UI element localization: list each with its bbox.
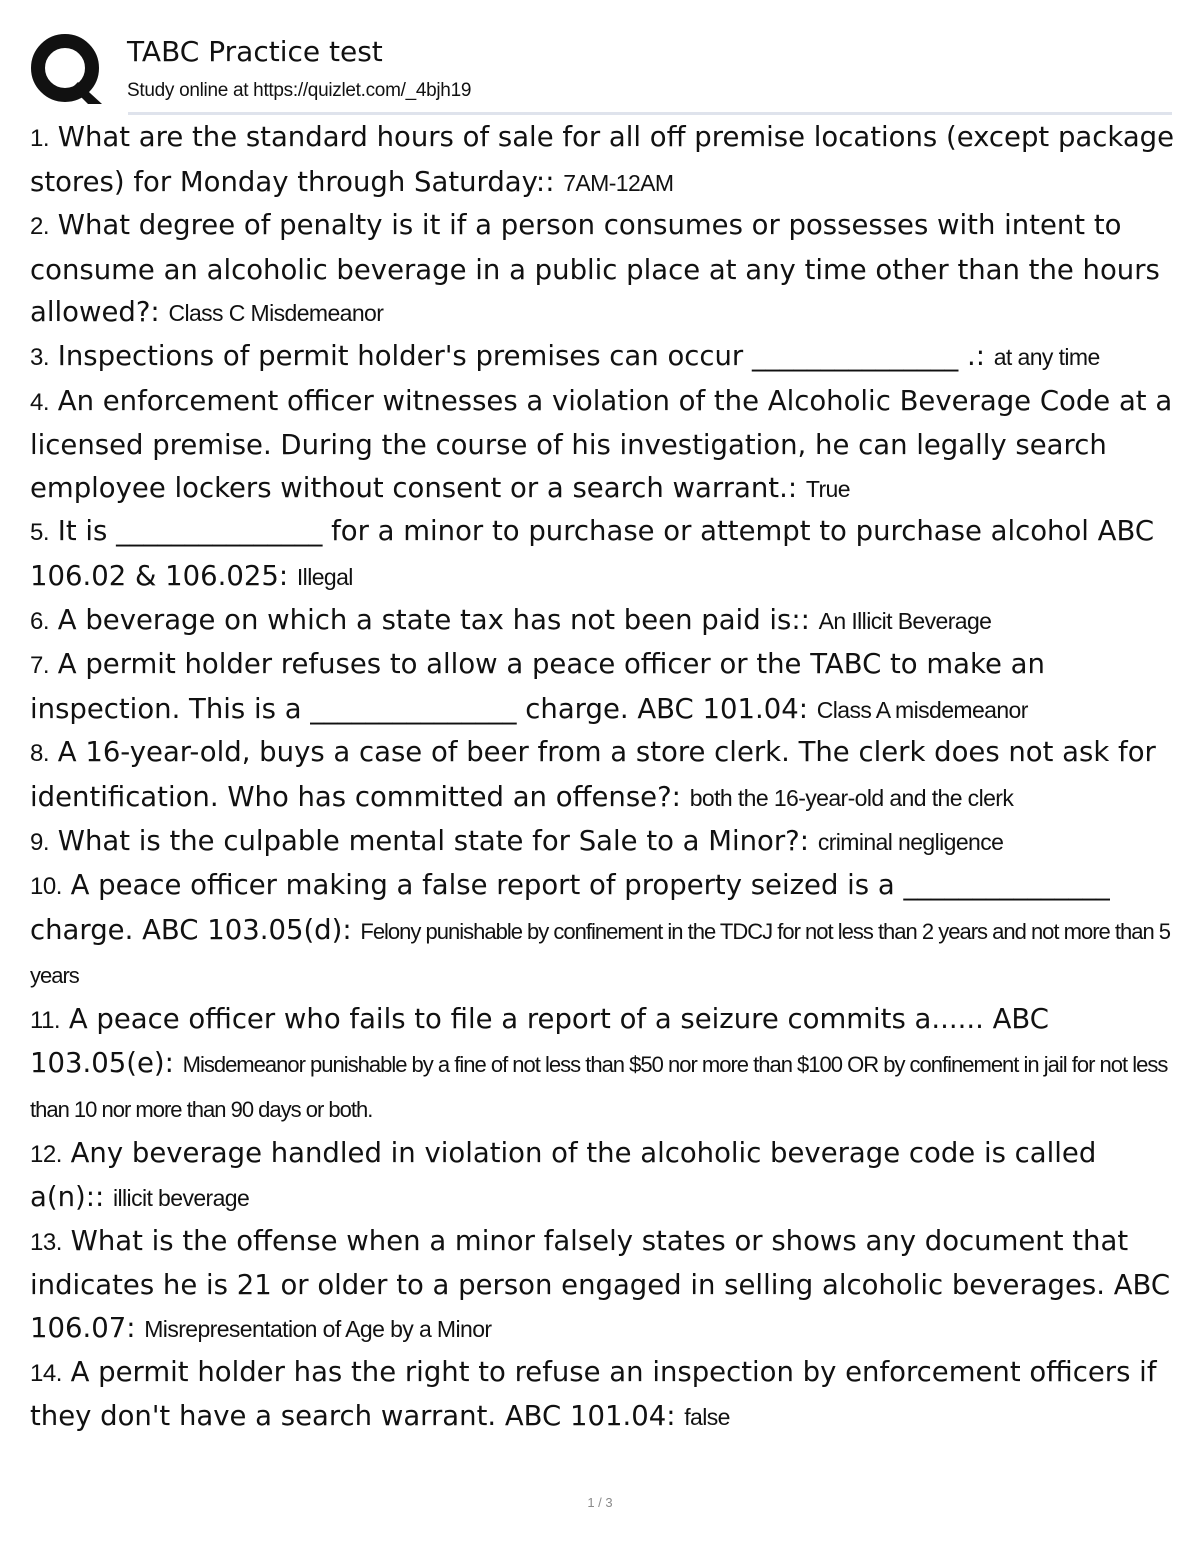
question-text: A beverage on which a state tax has not been paid is:: <box>57 603 810 636</box>
question-text: It is _______________ for a minor to purchase or attempt to purchase alcohol ABC 106.02 & 106.025: <box>30 515 1155 592</box>
quizlet-q-icon <box>30 32 106 108</box>
answer-text: both the 16-year-old and the clerk <box>689 784 1014 811</box>
question-item <box>30 204 1175 335</box>
question-item <box>30 643 1175 731</box>
question-text: What is the offense when a minor falsely states or shows any document that indicates he is 21 or older to a person engaged in selling alcoholic beverages. ABC 106.07: <box>30 1224 1171 1345</box>
question-item <box>30 1132 1175 1220</box>
question-item <box>30 731 1175 819</box>
answer-text: True <box>805 475 850 502</box>
question-number: 7. <box>30 652 50 680</box>
question-text: A 16-year-old, buys a case of beer from a store clerk. The clerk does not ask for identification. Who has committed an offense?: <box>30 736 1156 813</box>
question-text: A peace officer who fails to file a report of a seizure commits a...... ABC 103.05(e): <box>30 1002 1049 1080</box>
answer-text: false <box>684 1404 730 1431</box>
question-text: A peace officer making a false report of property seized is a _______________ charge. ABC 103.05(d): <box>30 869 1110 946</box>
answer-text: Illegal <box>296 563 353 590</box>
question-item <box>30 820 1175 865</box>
question-text: A permit holder has the right to refuse an inspection by enforcement officers if they don't have a search warrant. ABC 101.04: <box>30 1355 1157 1433</box>
question-list <box>30 116 1175 1439</box>
question-text: What is the culpable mental state for Sale to a Minor?: <box>57 824 810 857</box>
question-text: What are the standard hours of sale for all off premise locations (except package stores) for Monday through Saturday:: <box>30 121 1175 198</box>
question-text: A permit holder refuses to allow a peace officer or the TABC to make an inspection. This is a _______________ charge. ABC 101.04: <box>30 648 1045 725</box>
question-text: Any beverage handled in violation of the alcoholic beverage code is called a(n):: <box>30 1136 1097 1214</box>
page-title: TABC Practice test <box>127 35 383 68</box>
study-online-link[interactable]: Study online at https://quizlet.com/_4bjh19 <box>127 80 472 101</box>
question-number: 12. <box>30 1140 62 1168</box>
answer-text: Class C Misdemeanor <box>168 300 384 327</box>
answer-text: Felony punishable by confinement in the TDCJ for not less than 2 years and not more than 5 years <box>30 918 1171 989</box>
question-number: 10. <box>30 873 62 901</box>
question-number: 11. <box>30 1006 61 1034</box>
question-number: 5. <box>30 519 50 547</box>
question-item <box>30 599 1175 644</box>
question-number: 2. <box>30 213 50 241</box>
document-header <box>30 28 1172 114</box>
question-number: 14. <box>30 1359 62 1387</box>
answer-text: Misdemeanor punishable by a fine of not less than $50 nor more than $100 OR by confinement in jail for not less than 10 nor more than 90 days or both. <box>30 1052 1168 1123</box>
question-item <box>30 335 1175 380</box>
question-item <box>30 1351 1175 1439</box>
question-number: 3. <box>30 343 50 371</box>
question-text: What degree of penalty is it if a person consumes or possesses with intent to consume an alcoholic beverage in a public place at any time other than the hours allowed?: <box>30 209 1160 329</box>
question-item <box>30 864 1175 998</box>
question-item <box>30 510 1175 598</box>
question-item <box>30 998 1175 1132</box>
question-item <box>30 116 1175 204</box>
answer-text: at any time <box>993 343 1100 370</box>
question-number: 9. <box>30 828 50 856</box>
question-number: 6. <box>30 607 50 635</box>
question-text: An enforcement officer witnesses a violation of the Alcoholic Beverage Code at a licensed premise. During the course of his investigation, he can legally search employee lockers without consent or a search warrant.: <box>30 384 1173 504</box>
question-number: 13. <box>30 1228 62 1256</box>
answer-text: 7AM-12AM <box>563 169 674 196</box>
question-number: 8. <box>30 740 50 768</box>
question-number: 1. <box>30 125 50 152</box>
question-number: 4. <box>30 388 50 416</box>
answer-text: Misrepresentation of Age by a Minor <box>144 1316 492 1343</box>
page-number: 1 / 3 <box>587 1495 613 1510</box>
answer-text: Class A misdemeanor <box>816 696 1028 723</box>
answer-text: An Illicit Beverage <box>818 607 992 634</box>
question-item <box>30 1220 1175 1351</box>
answer-text: illicit beverage <box>113 1185 250 1212</box>
question-item <box>30 380 1175 511</box>
header-divider <box>128 112 1172 115</box>
question-text: Inspections of permit holder's premises can occur _______________ .: <box>57 339 985 372</box>
answer-text: criminal negligence <box>817 828 1004 855</box>
